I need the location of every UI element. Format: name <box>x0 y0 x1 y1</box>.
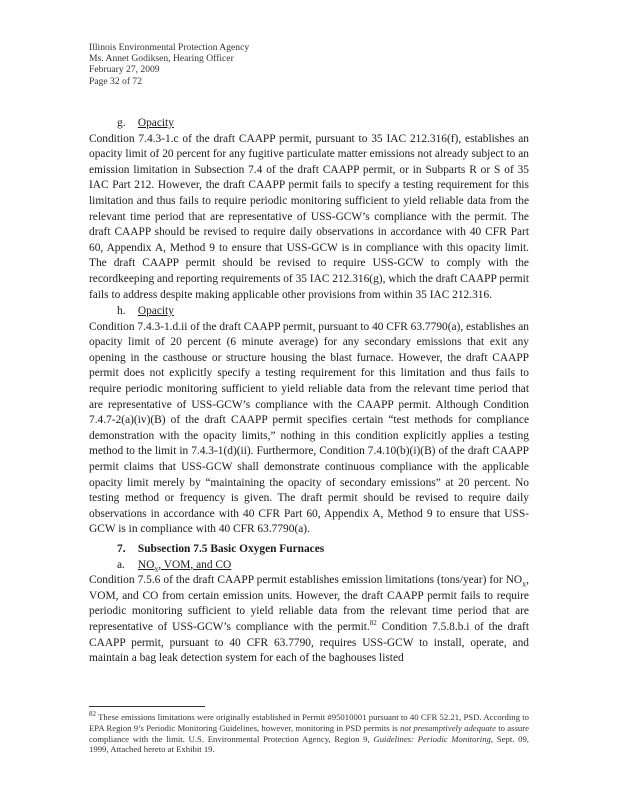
section-a-title-rest: , VOM, and CO <box>158 558 232 571</box>
section-a-title-subscript: x <box>154 563 159 573</box>
header-date: February 27, 2009 <box>89 64 160 76</box>
footnote-divider <box>89 706 205 707</box>
section-7-title: Subsection 7.5 Basic Oxygen Furnaces <box>137 543 325 555</box>
section-a-heading <box>89 558 529 574</box>
section-h-title: Opacity <box>137 305 174 317</box>
letter-header <box>89 42 249 87</box>
footnote-text-mid: to assure compliance with the limit. U.S. Environmental Protection Agency, Region 9, <box>89 722 530 744</box>
section-a-body-part1-post: , VOM, and CO from certain emission units. However, the draft CAAPP permit fails to require periodic monitoring sufficient to yield reliable data from the relevant time period that are representative of USS-GCW’s compliance with the permit. <box>89 574 529 633</box>
section-h-heading <box>89 304 529 320</box>
section-7-heading <box>89 542 529 558</box>
section-g-title: Opacity <box>137 117 174 129</box>
section-h-letter: h. <box>117 305 126 317</box>
footnote-number: 82 <box>89 710 96 719</box>
section-a-body-part1: Condition 7.5.6 of the draft CAAPP permit establishes emission limitations (tons/year) for NO <box>89 574 523 587</box>
section-g-letter: g. <box>117 117 126 129</box>
header-page-number: Page 32 of 72 <box>89 75 143 87</box>
footnote-text-pre: These emissions limitations were originally established in Permit #95010001 pursuant to 40 CFR 52.21, PSD. According to EPA Region 9’s Periodic Monitoring Guidelines, however, monitoring in PSD permits is <box>89 712 529 733</box>
section-g-body: Condition 7.4.3-1.c of the draft CAAPP permit, pursuant to 35 IAC 212.316(f), establishes an opacity limit of 20 percent for any fugitive particulate matter emissions not already subject to an emission limitation in Subsection 7.4 of the draft CAAPP permit, or in Subparts R or S of 35 IAC Part 212. However, the draft CAAPP permit fails to specify a testing requirement for this limitation and thus fails to require periodic monitoring sufficient to yield reliable data from the relevant time period that are representative of USS-GCW’s compliance with the permit. The draft CAAPP should be revised to require daily observations in accordance with 40 CFR Part 60, Appendix A, Method 9 to ensure that USS-GCW is in compliance with this opacity limit. The draft CAAPP permit should be revised to require USS-GCW to comply with the recordkeeping and reporting requirements of 35 IAC 212.316(g), which the draft CAAPP permit fails to address despite making applicable other provisions from within 35 IAC 212.316. <box>89 132 529 301</box>
header-officer: Ms. Annet Godiksen, Hearing Officer <box>89 53 234 65</box>
section-a-body-part2: Condition 7.5.8.b.i of the draft CAAPP permit, pursuant to 40 CFR 63.7790, requires USS-GCW to install, operate, and maintain a bag leak detection system for each of the baghouses listed <box>89 620 529 665</box>
footnote-82 <box>89 712 529 755</box>
footnote-emphasis: not presumptively adequate <box>400 722 496 733</box>
section-7-number: 7. <box>117 543 126 555</box>
section-h-opacity <box>89 304 529 538</box>
footnote-document-title: Guidelines: Periodic Monitoring <box>373 733 491 744</box>
section-h-body: Condition 7.4.3-1.d.ii of the draft CAAPP permit, pursuant to 40 CFR 63.7790(a), establishes an opacity limit of 20 percent (6 minute average) for any secondary emissions that exit any opening in the casthouse or structure housing the blast furnace. However, the draft CAAPP permit does not explicitly specify a testing requirement for this limitation and thus fails to require periodic monitoring sufficient to yield reliable data from the relevant time period that are representative of USS-GCW’s compliance with the CAAPP permit. Although Condition 7.4.7-2(a)(iv)(B) of the draft CAAPP permit specifies certain “test methods for compliance demonstration with the opacity limits,” nothing in this condition explicitly applies a testing method to the limit in 7.4.3-1(d)(ii). Furthermore, Condition 7.4.10(b)(i)(B) of the draft CAAPP permit claims that USS-GCW shall demonstrate continuous compliance with the applicable opacity limit merely by “maintaining the opacity of secondary emissions” at 20 percent. No testing method or frequency is given. The draft permit should be revised to require daily observations in accordance with 40 CFR Part 60, Appendix A, Method 9 to ensure that USS-GCW is in compliance with 40 CFR 63.7790(a). <box>89 320 529 536</box>
section-a-body-subscript: x <box>522 579 527 589</box>
footnote-reference-82[interactable]: 82 <box>369 619 377 628</box>
section-a-letter: a. <box>117 558 125 571</box>
section-a-body <box>89 573 529 667</box>
footnote-text-post: , Sept. 09, 1999, Attached hereto at Exhibit 19. <box>89 733 529 755</box>
section-a-title-no: NO <box>137 558 155 571</box>
section-7-basic-oxygen-furnaces <box>89 542 529 667</box>
section-a-title <box>138 559 231 571</box>
section-g-heading <box>89 116 529 132</box>
header-agency: Illinois Environmental Protection Agency <box>89 42 250 53</box>
section-g-opacity <box>89 116 529 303</box>
